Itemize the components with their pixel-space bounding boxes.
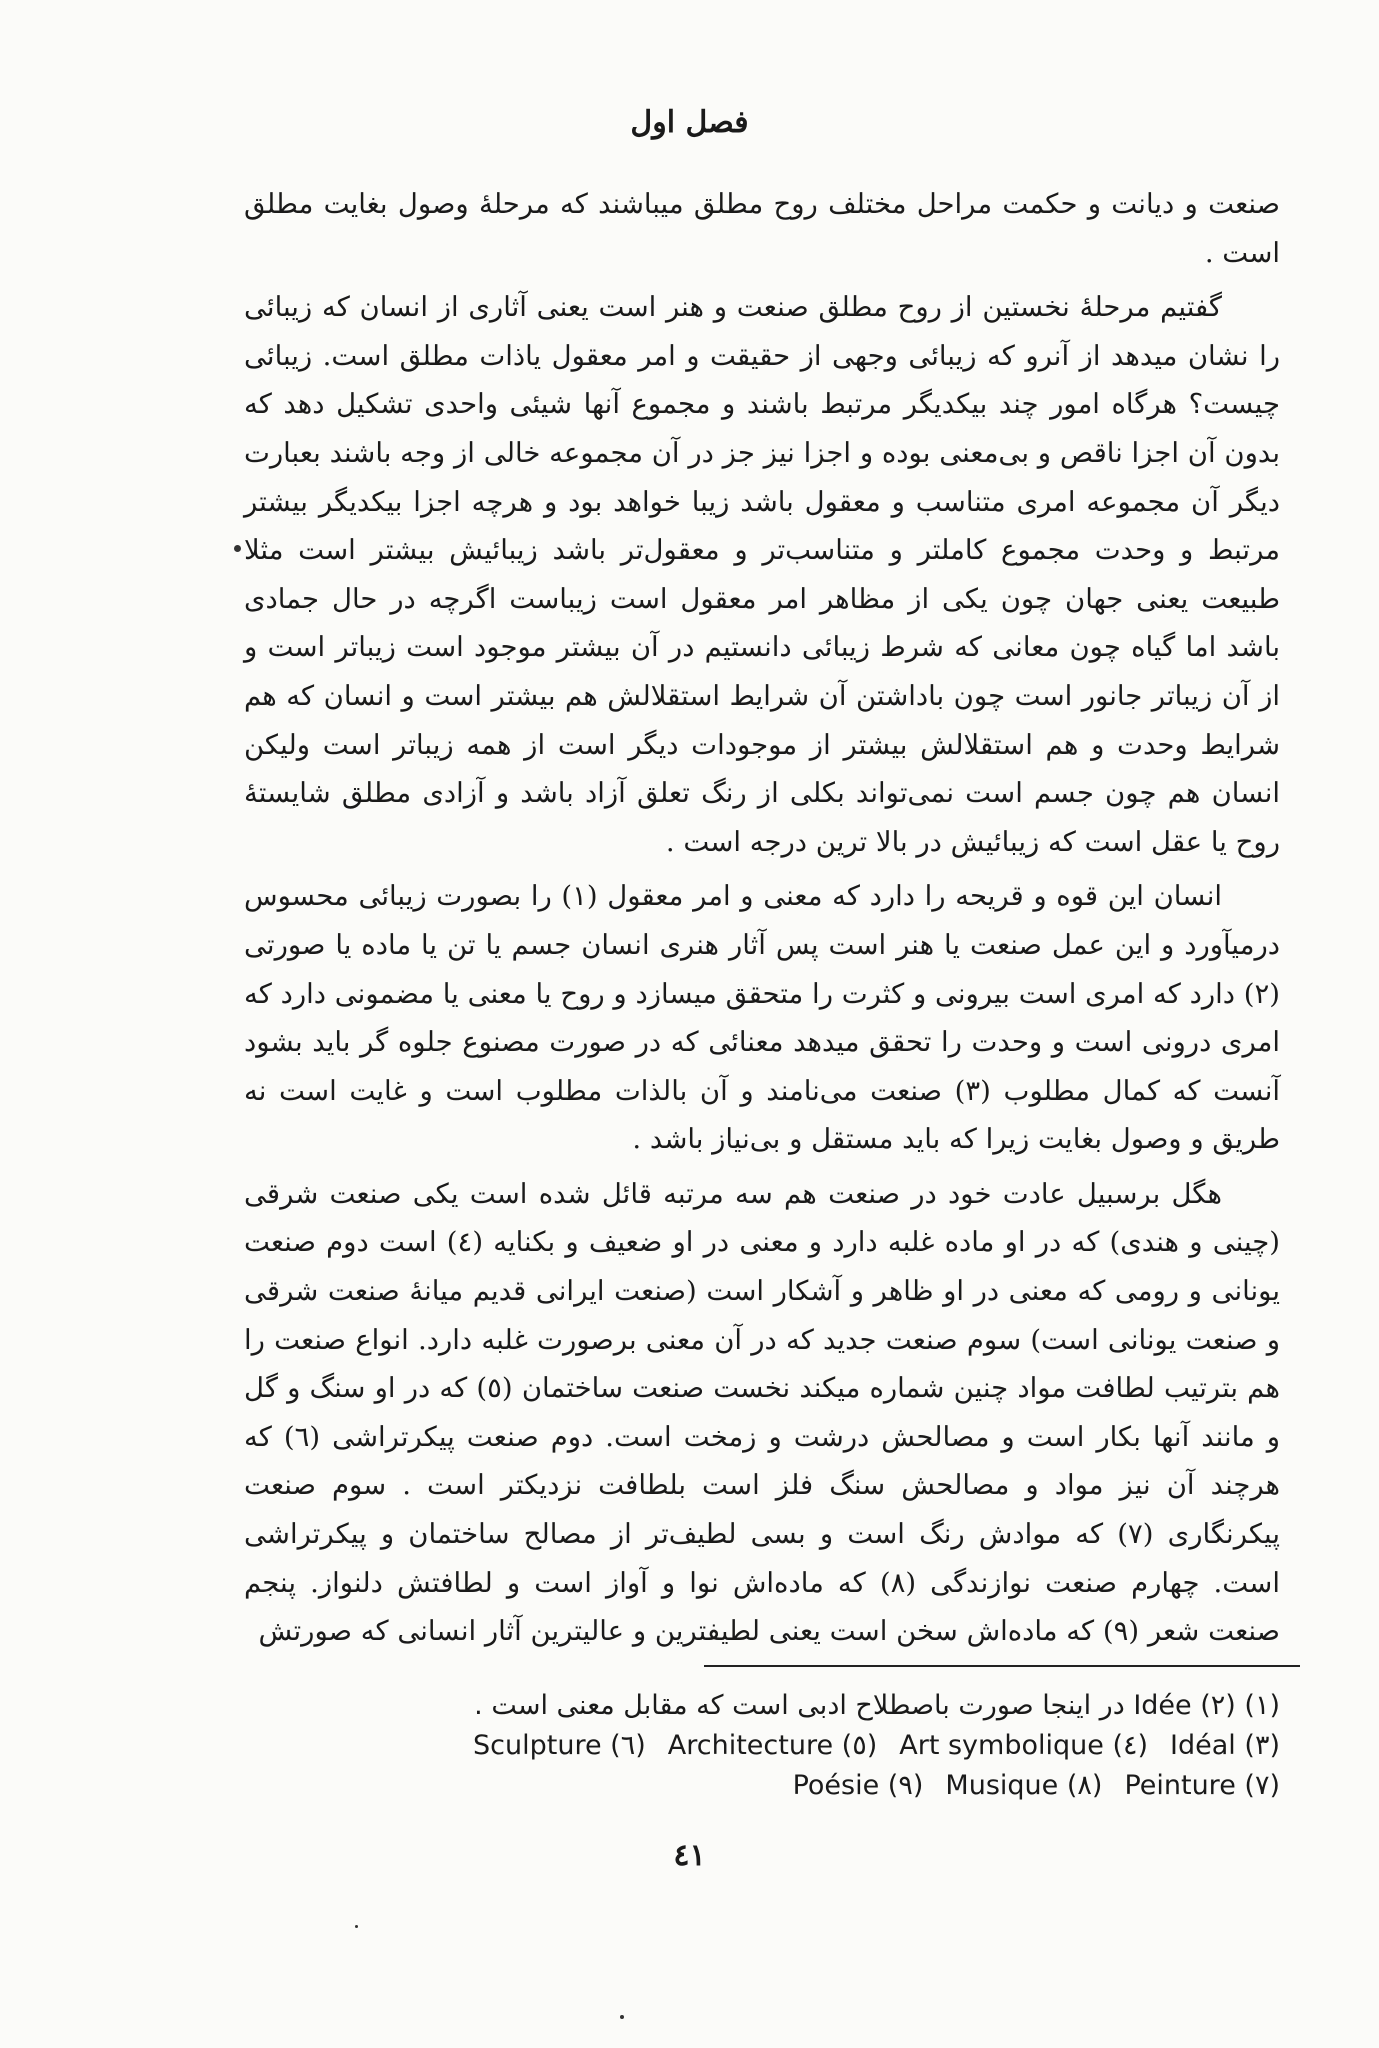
footnote-7: (۷) Peinture: [1124, 1770, 1280, 1801]
paragraph: انسان این قوه و قریحه را دارد که معنی و امر معقول (۱) را بصورت زیبائی محسوس درمیآورد و این عمل صنعت یا هنر است پس آثار هنری انسان جسم یا تن یا ماده یا صورتی (۲) دارد که امری است بیرونی و کثرت را متحقق میسازد و روح یا معنی یا مضمونی دارد که امری درونی است و وحدت را تحقق میدهد معنائی که در صورت مصنوع جلوه گر باید بشود آنست که کمال مطلوب (۳) صنعت می‌نامند و آن بالذات مطلوب است و غایت است نه طریق و وصول بغایت زیرا که باید مستقل و بی‌نیاز باشد .: [244, 880, 1280, 1156]
paragraph: صنعت و دیانت و حکمت مراحل مختلف روح مطلق میباشند که مرحلهٔ وصول بغایت مطلق است .: [244, 188, 1280, 269]
paragraph: هگل برسبیل عادت خود در صنعت هم سه مرتبه قائل شده است یکی صنعت شرقی (چینی و هندی) که در او ماده غلبه دارد و معنی در او ضعیف و بکنایه (٤) است دوم صنعت یونانی و رومی که معنی در او ظاهر و آشکار است (صنعت ایرانی قدیم میانهٔ صنعت شرقی و صنعت یونانی است) سوم صنعت جدید که در آن معنی برصورت غلبه دارد. انواع صنعت را هم بترتیب لطافت مواد چنین شماره میکند نخست صنعت ساختمان (٥) که در او سنگ و گل و مانند آنها بکار است و مصالحش درشت و زمخت است. دوم صنعت پیکرتراشی (٦) که هرچند آن نیز مواد و مصالحش سنگ فلز است بلطافت نزدیکتر است . سوم صنعت پیکرنگاری (۷) که موادش رنگ است و بسی لطیف‌تر از مصالح ساختمان و پیکرتراشی است. چهارم صنعت نوازندگی (۸) که ماده‌اش نوا و آواز است و لطافتش دلنواز. پنجم صنعت شعر (۹) که ماده‌اش سخن است یعنی لطیفترین و عالیترین آثار انسانی که صورتش: [244, 1177, 1281, 1648]
footnote-line-3: [330, 1766, 1280, 1806]
scan-speck: [355, 1925, 358, 1928]
scan-speck: [234, 545, 241, 552]
footnote-line-2: [330, 1726, 1280, 1766]
footnote-9: (۹) Poésie: [792, 1770, 924, 1801]
footnote-3: (۳) Idéal: [1170, 1730, 1280, 1761]
footnote-line-1: [330, 1686, 1280, 1726]
chapter-title: فصل اول: [630, 105, 749, 140]
main-text: [244, 180, 1280, 1662]
footnote-6: (٦) Sculpture: [473, 1730, 646, 1761]
footnotes: [330, 1686, 1280, 1806]
footnote-divider: [704, 1665, 1300, 1667]
footnote-8: (۸) Musique: [945, 1770, 1103, 1801]
paragraph: گفتیم مرحلهٔ نخستین از روح مطلق صنعت و هنر است یعنی آثاری از انسان که زیبائی را نشان میدهد از آنرو که زیبائی وجهی از حقیقت و امر معقول یاذات مطلق است. زیبائی چیست؟ هرگاه امور چند بیکدیگر مرتبط باشند و مجموع آنها شیئی واحدی تشکیل دهد که بدون آن اجزا ناقص و بی‌معنی بوده و اجزا نیز جز در آن مجموعه خالی از وجه باشند بعبارت دیگر آن مجموعه امری متناسب و معقول باشد زیبا خواهد بود و هرچه اجزا بیکدیگر بیشتر مرتبط و وحدت مجموع کاملتر و متناسب‌تر و معقول‌تر باشد زیبائیش بیشتر است مثلا طبیعت یعنی جهان چون یکی از مظاهر امر معقول است زیباست اگرچه در حال جمادی باشد اما گیاه چون معانی که شرط زیبائی دانستیم در آن بیشتر موجود است زیباتر است و از آن زیباتر جانور است چون باداشتن آن شرایط استقلالش هم بیشتر است و انسان که هم شرایط وحدت و هم استقلالش بیشتر از موجودات دیگر است از همه زیباتر است ولیکن انسان هم چون جسم است نمی‌تواند بکلی از رنگ تعلق آزاد باشد و آزادی مطلق شایستهٔ روح یا عقل است که زیبائیش در بالا ترین درجه است .: [244, 291, 1280, 858]
footnote-4: (٤) Art symbolique: [899, 1730, 1149, 1761]
footnote-5: (٥) Architecture: [667, 1730, 878, 1761]
footnote-1-2: (۱) Idée (۲) در اینجا صورت باصطلاح ادبی است که مقابل معنی است .: [474, 1690, 1280, 1721]
page-number: ٤١: [673, 1838, 706, 1873]
scan-speck: [620, 2015, 624, 2019]
